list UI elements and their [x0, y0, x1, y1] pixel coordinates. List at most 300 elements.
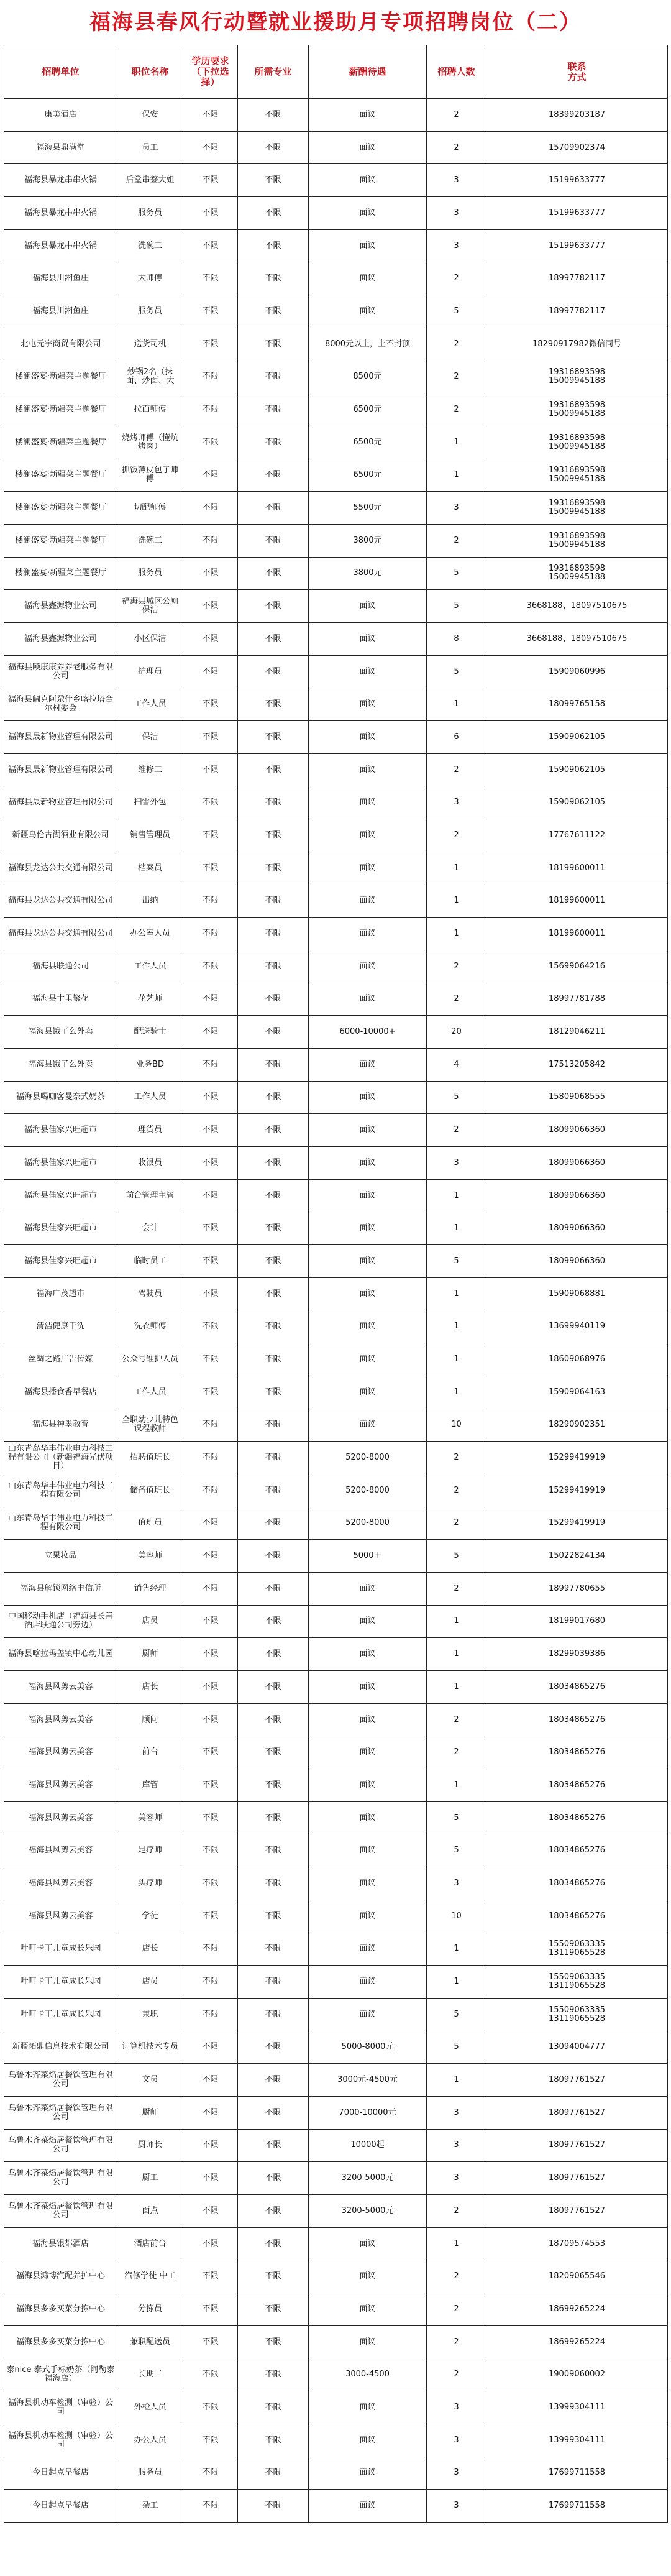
cell-major: 不限 [238, 1638, 309, 1671]
cell-major: 不限 [238, 2129, 309, 2162]
cell-position: 小区保洁 [117, 623, 183, 656]
cell-company: 福海县佳家兴旺超市 [4, 1245, 117, 1278]
cell-major: 不限 [238, 852, 309, 885]
cell-position: 销售经理 [117, 1572, 183, 1605]
cell-contact: 18034865276 [486, 1900, 668, 1933]
cell-position: 业务BD [117, 1048, 183, 1081]
cell-salary: 面议 [309, 131, 427, 164]
cell-position: 顾问 [117, 1703, 183, 1736]
cell-major: 不限 [238, 1245, 309, 1278]
cell-position: 店长 [117, 1671, 183, 1704]
cell-major: 不限 [238, 459, 309, 492]
cell-salary: 面议 [309, 983, 427, 1016]
cell-education: 不限 [183, 2391, 238, 2424]
cell-company: 福海县龙达公共交通有限公司 [4, 918, 117, 950]
cell-education: 不限 [183, 1114, 238, 1147]
cell-contact: 15022824134 [486, 1540, 668, 1573]
cell-education: 不限 [183, 623, 238, 656]
cell-company: 福海县饿了么外卖 [4, 1016, 117, 1049]
cell-position: 厨师 [117, 2096, 183, 2129]
table-row [4, 819, 668, 852]
cell-contact: 17513205842 [486, 1048, 668, 1081]
cell-salary: 面议 [309, 99, 427, 132]
cell-company: 福海县晟新物业管理有限公司 [4, 753, 117, 786]
cell-headcount: 2 [427, 753, 486, 786]
cell-company: 福海县阔克阿尕什乡喀拉塔合尔村委会 [4, 688, 117, 721]
cell-education: 不限 [183, 2490, 238, 2523]
cell-company: 福海县喀拉玛盖镇中心幼儿园 [4, 1638, 117, 1671]
cell-contact: 3668188、18097510675 [486, 623, 668, 656]
cell-education: 不限 [183, 1081, 238, 1114]
page-title: 福海县春风行动暨就业援助月专项招聘岗位（二） [89, 10, 582, 35]
cell-headcount: 1 [427, 1769, 486, 1802]
cell-contact: 19316893598 15009945188 [486, 361, 668, 393]
cell-major: 不限 [238, 1474, 309, 1507]
table-row [4, 1016, 668, 1049]
table-row [4, 1900, 668, 1933]
cell-position: 福海县城区公厕保洁 [117, 590, 183, 623]
cell-education: 不限 [183, 950, 238, 983]
cell-education: 不限 [183, 2129, 238, 2162]
cell-contact: 18199600011 [486, 885, 668, 918]
cell-major: 不限 [238, 393, 309, 426]
cell-salary: 3200-5000元 [309, 2162, 427, 2195]
cell-major: 不限 [238, 1081, 309, 1114]
cell-company: 福海县风剪云美容 [4, 1769, 117, 1802]
cell-contact: 18034865276 [486, 1867, 668, 1900]
cell-salary: 8500元 [309, 361, 427, 393]
cell-education: 不限 [183, 1442, 238, 1474]
cell-contact: 19316893598 15009945188 [486, 492, 668, 525]
cell-company: 福海县饿了么外卖 [4, 1048, 117, 1081]
cell-contact: 15199633777 [486, 229, 668, 262]
cell-education: 不限 [183, 2096, 238, 2129]
cell-company: 福海县风剪云美容 [4, 1736, 117, 1769]
cell-contact: 15909068881 [486, 1277, 668, 1310]
cell-company: 泰nice 泰式手标奶茶（阿勒泰福海店） [4, 2358, 117, 2391]
cell-salary: 面议 [309, 655, 427, 688]
cell-education: 不限 [183, 2195, 238, 2228]
cell-company: 新疆乌伦古湖酒业有限公司 [4, 819, 117, 852]
cell-headcount: 10 [427, 1409, 486, 1442]
cell-contact: 13699940119 [486, 1310, 668, 1343]
cell-contact: 15909064163 [486, 1376, 668, 1409]
cell-headcount: 1 [427, 918, 486, 950]
cell-salary: 面议 [309, 2260, 427, 2293]
cell-position: 文员 [117, 2064, 183, 2097]
cell-position: 招聘值班长 [117, 1442, 183, 1474]
cell-headcount: 1 [427, 885, 486, 918]
cell-company: 立果妆品 [4, 1540, 117, 1573]
cell-major: 不限 [238, 753, 309, 786]
table-row [4, 590, 668, 623]
cell-education: 不限 [183, 524, 238, 557]
table-row [4, 295, 668, 328]
cell-position: 酒店前台 [117, 2227, 183, 2260]
cell-salary: 面议 [309, 1605, 427, 1638]
cell-education: 不限 [183, 1277, 238, 1310]
cell-company: 今日起点早餐店 [4, 2490, 117, 2523]
table-row [4, 99, 668, 132]
cell-contact: 17699711558 [486, 2490, 668, 2523]
cell-headcount: 1 [427, 426, 486, 459]
cell-contact: 19316893598 15009945188 [486, 393, 668, 426]
cell-major: 不限 [238, 1114, 309, 1147]
cell-headcount: 1 [427, 2064, 486, 2097]
cell-contact: 15699064216 [486, 950, 668, 983]
cell-major: 不限 [238, 1867, 309, 1900]
cell-headcount: 5 [427, 1834, 486, 1867]
table-row [4, 1572, 668, 1605]
table-row [4, 197, 668, 230]
cell-headcount: 2 [427, 1474, 486, 1507]
cell-salary: 8000元以上，上不封顶 [309, 328, 427, 361]
cell-company: 福海县川湘鱼庄 [4, 295, 117, 328]
table-row [4, 1671, 668, 1704]
cell-contact: 18129046211 [486, 1016, 668, 1049]
cell-position: 洗碗工 [117, 524, 183, 557]
table-row [4, 524, 668, 557]
cell-education: 不限 [183, 1409, 238, 1442]
cell-headcount: 20 [427, 1016, 486, 1049]
header-salary: 薪酬待遇 [309, 45, 427, 99]
cell-position: 后堂串签大姐 [117, 164, 183, 197]
cell-major: 不限 [238, 819, 309, 852]
cell-company: 乌鲁木齐菜焰居餐饮管理有限公司 [4, 2129, 117, 2162]
header-headcount: 招聘人数 [427, 45, 486, 99]
cell-contact: 15509063335 13119065528 [486, 1933, 668, 1966]
cell-position: 员工 [117, 131, 183, 164]
cell-position: 储备值班长 [117, 1474, 183, 1507]
cell-contact: 15909062105 [486, 721, 668, 754]
cell-major: 不限 [238, 1966, 309, 1999]
cell-major: 不限 [238, 655, 309, 688]
cell-headcount: 3 [427, 164, 486, 197]
cell-position: 切配师傅 [117, 492, 183, 525]
cell-company: 福海县喝咖客曼奈式奶茶 [4, 1081, 117, 1114]
cell-company: 福海县机动车检测（审验）公司 [4, 2391, 117, 2424]
cell-headcount: 2 [427, 2358, 486, 2391]
table-row [4, 1998, 668, 2031]
table-row [4, 2358, 668, 2391]
table-row [4, 2129, 668, 2162]
cell-major: 不限 [238, 492, 309, 525]
table-row [4, 1310, 668, 1343]
table-row [4, 1474, 668, 1507]
cell-headcount: 5 [427, 655, 486, 688]
table-row [4, 2293, 668, 2326]
cell-education: 不限 [183, 688, 238, 721]
table-row [4, 2096, 668, 2129]
cell-company: 楼澜盛宴·新疆菜主题餐厅 [4, 557, 117, 590]
table-row [4, 1376, 668, 1409]
cell-contact: 18099066360 [486, 1245, 668, 1278]
table-row [4, 2260, 668, 2293]
cell-salary: 面议 [309, 786, 427, 819]
cell-education: 不限 [183, 1933, 238, 1966]
cell-position: 公众号维护人员 [117, 1343, 183, 1376]
cell-contact: 18097761527 [486, 2195, 668, 2228]
cell-salary: 面议 [309, 2490, 427, 2523]
cell-major: 不限 [238, 786, 309, 819]
cell-company: 福海县联通公司 [4, 950, 117, 983]
cell-education: 不限 [183, 1147, 238, 1180]
cell-education: 不限 [183, 2424, 238, 2457]
cell-education: 不限 [183, 1867, 238, 1900]
cell-headcount: 2 [427, 328, 486, 361]
cell-major: 不限 [238, 262, 309, 295]
cell-salary: 面议 [309, 1147, 427, 1180]
cell-education: 不限 [183, 1736, 238, 1769]
cell-salary: 面议 [309, 918, 427, 950]
cell-company: 福海县鼎满堂 [4, 131, 117, 164]
table-row [4, 852, 668, 885]
cell-major: 不限 [238, 1572, 309, 1605]
table-row [4, 1703, 668, 1736]
cell-education: 不限 [183, 819, 238, 852]
cell-headcount: 3 [427, 2391, 486, 2424]
cell-salary: 面议 [309, 1212, 427, 1245]
cell-major: 不限 [238, 361, 309, 393]
cell-company: 福海县暴龙串串火锅 [4, 164, 117, 197]
cell-company: 福海县风剪云美容 [4, 1834, 117, 1867]
cell-education: 不限 [183, 721, 238, 754]
cell-education: 不限 [183, 164, 238, 197]
cell-education: 不限 [183, 1310, 238, 1343]
cell-education: 不限 [183, 885, 238, 918]
cell-education: 不限 [183, 2227, 238, 2260]
cell-major: 不限 [238, 2096, 309, 2129]
cell-salary: 面议 [309, 852, 427, 885]
cell-major: 不限 [238, 1900, 309, 1933]
cell-major: 不限 [238, 590, 309, 623]
cell-company: 福海县风剪云美容 [4, 1703, 117, 1736]
cell-company: 乌鲁木齐菜焰居餐饮管理有限公司 [4, 2096, 117, 2129]
cell-education: 不限 [183, 295, 238, 328]
cell-headcount: 2 [427, 2325, 486, 2358]
cell-company: 福海县佳家兴旺超市 [4, 1114, 117, 1147]
cell-education: 不限 [183, 1179, 238, 1212]
cell-education: 不限 [183, 2260, 238, 2293]
cell-major: 不限 [238, 1016, 309, 1049]
cell-position: 理货员 [117, 1114, 183, 1147]
cell-salary: 面议 [309, 1769, 427, 1802]
table-row [4, 229, 668, 262]
cell-major: 不限 [238, 328, 309, 361]
cell-position: 计算机技术专员 [117, 2031, 183, 2064]
cell-company: 福海县龙达公共交通有限公司 [4, 852, 117, 885]
cell-salary: 5200-8000 [309, 1507, 427, 1540]
cell-company: 福海县晟新物业管理有限公司 [4, 721, 117, 754]
cell-major: 不限 [238, 2195, 309, 2228]
cell-contact: 18034865276 [486, 1671, 668, 1704]
cell-headcount: 6 [427, 721, 486, 754]
cell-contact: 18097761527 [486, 2162, 668, 2195]
cell-position: 库管 [117, 1769, 183, 1802]
cell-salary: 10000起 [309, 2129, 427, 2162]
cell-salary: 3000-4500 [309, 2358, 427, 2391]
cell-major: 不限 [238, 2457, 309, 2490]
cell-company: 福海县机动车检测（审验）公司 [4, 2424, 117, 2457]
cell-company: 福海县风剪云美容 [4, 1801, 117, 1834]
cell-headcount: 2 [427, 1736, 486, 1769]
cell-position: 厨师长 [117, 2129, 183, 2162]
cell-salary: 5000-8000元 [309, 2031, 427, 2064]
cell-position: 美容师 [117, 1540, 183, 1573]
cell-salary: 面议 [309, 1048, 427, 1081]
cell-contact: 18097761527 [486, 2129, 668, 2162]
cell-salary: 7000-10000元 [309, 2096, 427, 2129]
table-row [4, 1834, 668, 1867]
cell-major: 不限 [238, 1998, 309, 2031]
cell-headcount: 5 [427, 1540, 486, 1573]
cell-company: 福海县多多买菜分拣中心 [4, 2293, 117, 2326]
cell-education: 不限 [183, 1572, 238, 1605]
cell-salary: 6500元 [309, 393, 427, 426]
cell-major: 不限 [238, 2064, 309, 2097]
cell-position: 驾驶员 [117, 1277, 183, 1310]
cell-salary: 面议 [309, 590, 427, 623]
cell-education: 不限 [183, 1671, 238, 1704]
cell-salary: 面议 [309, 2391, 427, 2424]
cell-contact: 18099066360 [486, 1212, 668, 1245]
cell-contact: 18997781788 [486, 983, 668, 1016]
table-row [4, 1801, 668, 1834]
cell-headcount: 2 [427, 950, 486, 983]
cell-company: 福海县风剪云美容 [4, 1900, 117, 1933]
cell-contact: 18997782117 [486, 295, 668, 328]
cell-position: 杂工 [117, 2490, 183, 2523]
table-row [4, 1442, 668, 1474]
cell-position: 保安 [117, 99, 183, 132]
cell-company: 福海县解锁网络电信所 [4, 1572, 117, 1605]
cell-headcount: 2 [427, 819, 486, 852]
cell-contact: 17699711558 [486, 2457, 668, 2490]
cell-headcount: 1 [427, 1966, 486, 1999]
table-row [4, 393, 668, 426]
cell-position: 兼职 [117, 1998, 183, 2031]
cell-headcount: 5 [427, 295, 486, 328]
cell-salary: 面议 [309, 164, 427, 197]
table-row [4, 1966, 668, 1999]
cell-salary: 5500元 [309, 492, 427, 525]
cell-headcount: 5 [427, 557, 486, 590]
cell-education: 不限 [183, 2162, 238, 2195]
cell-company: 福海县颐康康养养老服务有限公司 [4, 655, 117, 688]
cell-major: 不限 [238, 1801, 309, 1834]
table-row [4, 1048, 668, 1081]
cell-position: 服务员 [117, 197, 183, 230]
cell-major: 不限 [238, 1147, 309, 1180]
cell-major: 不限 [238, 1376, 309, 1409]
table-row [4, 655, 668, 688]
cell-education: 不限 [183, 2325, 238, 2358]
cell-position: 烧烤师傅（懂炕烤肉） [117, 426, 183, 459]
table-row [4, 361, 668, 393]
cell-company: 福海县暴龙串串火锅 [4, 197, 117, 230]
cell-major: 不限 [238, 2162, 309, 2195]
cell-education: 不限 [183, 1245, 238, 1278]
cell-education: 不限 [183, 1343, 238, 1376]
cell-headcount: 2 [427, 361, 486, 393]
cell-headcount: 5 [427, 1998, 486, 2031]
cell-salary: 面议 [309, 1998, 427, 2031]
cell-position: 工作人员 [117, 1081, 183, 1114]
cell-contact: 18099066360 [486, 1147, 668, 1180]
cell-contact: 19316893598 15009945188 [486, 557, 668, 590]
cell-education: 不限 [183, 393, 238, 426]
cell-salary: 面议 [309, 1081, 427, 1114]
cell-headcount: 1 [427, 852, 486, 885]
cell-salary: 面议 [309, 2227, 427, 2260]
cell-major: 不限 [238, 295, 309, 328]
cell-company: 新疆拓鼎信息技术有限公司 [4, 2031, 117, 2064]
cell-company: 楼澜盛宴·新疆菜主题餐厅 [4, 426, 117, 459]
cell-position: 配送骑士 [117, 1016, 183, 1049]
cell-headcount: 3 [427, 1147, 486, 1180]
table-row [4, 2031, 668, 2064]
cell-salary: 3200-5000元 [309, 2195, 427, 2228]
cell-company: 福海县鸿博汽配养护中心 [4, 2260, 117, 2293]
cell-company: 福海县佳家兴旺超市 [4, 1179, 117, 1212]
cell-company: 福海县川湘鱼庄 [4, 262, 117, 295]
cell-contact: 18099066360 [486, 1179, 668, 1212]
cell-company: 中国移动手机店（福海县长善酒店联通公司旁边） [4, 1605, 117, 1638]
cell-headcount: 3 [427, 229, 486, 262]
header-education: 学历要求 （下拉选择） [183, 45, 238, 99]
cell-company: 福海县风剪云美容 [4, 1867, 117, 1900]
cell-company: 福海县龙达公共交通有限公司 [4, 885, 117, 918]
cell-company: 楼澜盛宴·新疆菜主题餐厅 [4, 524, 117, 557]
cell-position: 前台管理主管 [117, 1179, 183, 1212]
table-row [4, 328, 668, 361]
cell-contact: 19316893598 15009945188 [486, 426, 668, 459]
cell-education: 不限 [183, 852, 238, 885]
cell-company: 福海县晟新物业管理有限公司 [4, 786, 117, 819]
table-row [4, 2457, 668, 2490]
cell-headcount: 5 [427, 1245, 486, 1278]
table-row [4, 1147, 668, 1180]
cell-education: 不限 [183, 1212, 238, 1245]
cell-company: 楼澜盛宴·新疆菜主题餐厅 [4, 459, 117, 492]
table-row [4, 1114, 668, 1147]
cell-major: 不限 [238, 229, 309, 262]
cell-headcount: 1 [427, 459, 486, 492]
table-row [4, 2490, 668, 2523]
table-row [4, 2325, 668, 2358]
table-row [4, 131, 668, 164]
cell-position: 花艺师 [117, 983, 183, 1016]
cell-position: 临时员工 [117, 1245, 183, 1278]
cell-company: 乌鲁木齐菜焰居餐饮管理有限公司 [4, 2195, 117, 2228]
cell-company: 福海广茂超市 [4, 1277, 117, 1310]
cell-education: 不限 [183, 1998, 238, 2031]
cell-position: 洗碗工 [117, 229, 183, 262]
cell-position: 档案员 [117, 852, 183, 885]
cell-contact: 15199633777 [486, 164, 668, 197]
cell-headcount: 2 [427, 524, 486, 557]
cell-major: 不限 [238, 2391, 309, 2424]
cell-contact: 18290902351 [486, 1409, 668, 1442]
table-row [4, 2064, 668, 2097]
cell-salary: 3800元 [309, 557, 427, 590]
cell-major: 不限 [238, 1442, 309, 1474]
cell-company: 叶叮卡丁儿童成长乐园 [4, 1933, 117, 1966]
cell-headcount: 1 [427, 2227, 486, 2260]
cell-position: 前台 [117, 1736, 183, 1769]
cell-headcount: 2 [427, 393, 486, 426]
cell-major: 不限 [238, 1409, 309, 1442]
